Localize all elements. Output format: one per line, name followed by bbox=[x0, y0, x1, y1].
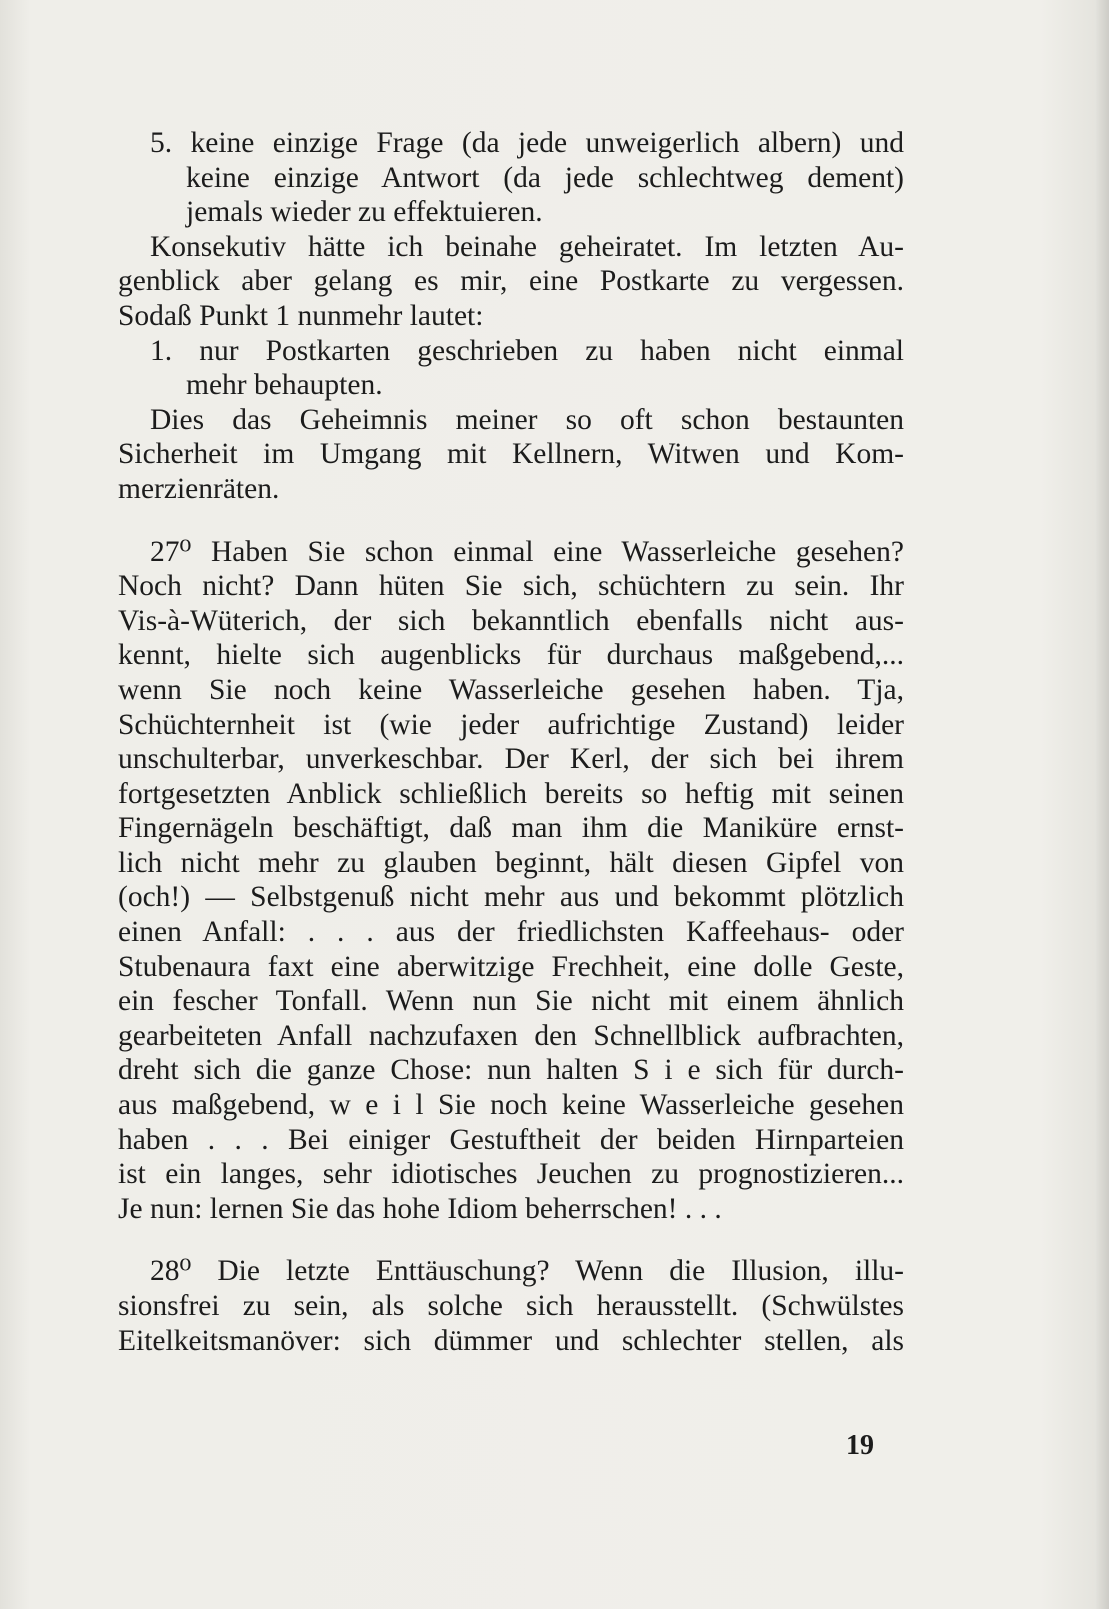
text-line: (och!) — Selbstgenuß nicht mehr aus und bekommt plötzlich bbox=[118, 881, 904, 914]
text-line: Stubenaura faxt eine aberwitzige Frechheit, eine dolle Geste, bbox=[118, 950, 904, 983]
text-line: Konsekutiv hätte ich beinahe geheiratet. Im letzten Au- bbox=[150, 230, 904, 263]
text-line: einen Anfall: . . . aus der friedlichsten Kaffeehaus- oder bbox=[118, 916, 904, 949]
text-line: 28⁰ Die letzte Enttäuschung? Wenn die Illusion, illu- bbox=[150, 1255, 904, 1288]
section-27 bbox=[118, 535, 904, 1227]
text-line: aus maßgebend, w e i l Sie noch keine Wasserleiche gesehen bbox=[118, 1089, 904, 1122]
body-text bbox=[118, 126, 904, 1358]
text-line: Eitelkeitsmanöver: sich dümmer und schlechter stellen, als bbox=[118, 1324, 904, 1357]
text-line: 1. nur Postkarten geschrieben zu haben nicht einmal bbox=[150, 334, 904, 367]
text-line: Dies das Geheimnis meiner so oft schon bestaunten bbox=[150, 403, 904, 436]
text-line: dreht sich die ganze Chose: nun halten S i e sich für durch- bbox=[118, 1054, 904, 1087]
text-line: merzienräten. bbox=[118, 472, 280, 505]
text-line: Sodaß Punkt 1 nunmehr lautet: bbox=[118, 299, 484, 332]
text-line: lich nicht mehr zu glauben beginnt, hält diesen Gipfel von bbox=[118, 846, 904, 879]
text-line: ein fescher Tonfall. Wenn nun Sie nicht mit einem ähnlich bbox=[118, 985, 904, 1018]
text-line: Sicherheit im Umgang mit Kellnern, Witwen und Kom- bbox=[118, 438, 904, 471]
text-line: Vis-à-Wüterich, der sich bekanntlich ebenfalls nicht aus- bbox=[118, 604, 904, 637]
text-line: 5. keine einzige Frage (da jede unweigerlich albern) und bbox=[150, 127, 904, 159]
text-line: sionsfrei zu sein, als solche sich herausstellt. (Schwülstes bbox=[118, 1290, 904, 1322]
text-line: ist ein langes, sehr idiotisches Jeuchen zu prognostizieren... bbox=[118, 1158, 904, 1191]
text-line: Je nun: lernen Sie das hohe Idiom beherrschen! . . . bbox=[118, 1192, 722, 1225]
text-line: haben . . . Bei einiger Gestuftheit der beiden Hirnparteien bbox=[118, 1123, 904, 1156]
section-gap bbox=[118, 1226, 904, 1254]
text-line: 27⁰ Haben Sie schon einmal eine Wasserleiche gesehen? bbox=[150, 535, 904, 568]
text-line: wenn Sie noch keine Wasserleiche gesehen haben. Tja, bbox=[118, 673, 904, 706]
page-number: 19 bbox=[846, 1430, 874, 1461]
section-28 bbox=[118, 1254, 904, 1358]
text-line: Noch nicht? Dann hüten Sie sich, schüchtern zu sein. Ihr bbox=[118, 570, 904, 603]
text-line: fortgesetzten Anblick schließlich bereits so heftig mit seinen bbox=[118, 777, 904, 810]
text-line: unschulterbar, unverkeschbar. Der Kerl, der sich bei ihrem bbox=[118, 743, 904, 776]
text-line: mehr behaupten. bbox=[186, 369, 383, 402]
text-line: jemals wieder zu effektuieren. bbox=[186, 196, 543, 229]
section-gap bbox=[118, 507, 904, 535]
text-line: Schüchternheit ist (wie jeder aufrichtige Zustand) leider bbox=[118, 708, 904, 741]
page-edge-shadow bbox=[1095, 0, 1109, 1609]
text-line: kennt, hielte sich augenblicks für durchaus maßgebend,... bbox=[118, 639, 904, 672]
paragraph-geheimnis bbox=[118, 403, 904, 507]
text-line: keine einzige Antwort (da jede schlechtweg dement) bbox=[186, 161, 904, 194]
list-item-5 bbox=[118, 126, 904, 230]
text-line: gearbeiteten Anfall nachzufaxen den Schnellblick aufbrachten, bbox=[118, 1019, 904, 1052]
text-line: Fingernägeln beschäftigt, daß man ihm die Maniküre ernst- bbox=[118, 812, 904, 845]
list-item-1 bbox=[118, 334, 904, 403]
text-line: genblick aber gelang es mir, eine Postkarte zu vergessen. bbox=[118, 265, 904, 298]
paragraph-konsekutiv bbox=[118, 230, 904, 334]
